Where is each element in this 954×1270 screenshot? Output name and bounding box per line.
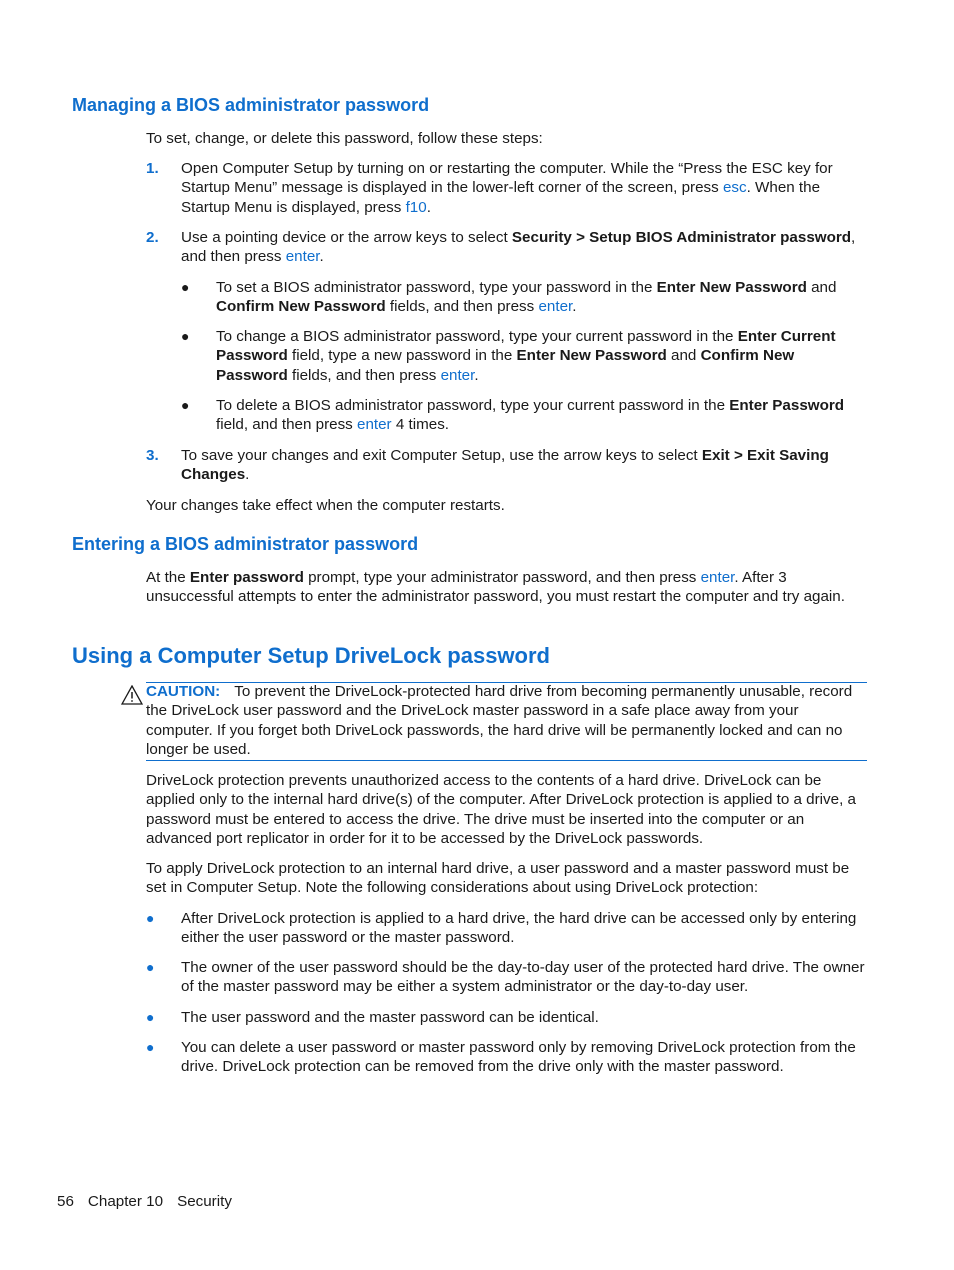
list-item: You can delete a user password or master password only by removing DriveLock protection from the drive. DriveLock protection can be removed from the drive only with the master password. xyxy=(181,1039,856,1076)
step-3-text: To save your changes and exit Computer Setup, use the arrow keys to select Exit > Exit Saving Changes. xyxy=(181,447,829,484)
key-enter: enter xyxy=(538,298,573,316)
bullet-dot: ● xyxy=(181,328,190,344)
bullet-dot: ● xyxy=(146,1039,155,1055)
key-enter: enter xyxy=(285,248,320,266)
section-heading-drivelock: Using a Computer Setup DriveLock password xyxy=(72,643,550,668)
step-1-text: Open Computer Setup by turning on or restarting the computer. While the “Press the ESC key for Startup Menu” message is displayed in the lower-left corner of the screen, press esc. When the Startup Menu is displayed, press f10. xyxy=(181,160,833,216)
step-number-1: 1. xyxy=(146,160,159,177)
page-footer xyxy=(57,1192,246,1211)
step-2-text: Use a pointing device or the arrow keys to select Security > Setup BIOS Administrator password, and then press enter. xyxy=(181,229,856,266)
caution-bottom-rule xyxy=(146,760,867,761)
section-heading-entering: Entering a BIOS administrator password xyxy=(72,534,419,554)
intro-text: To set, change, or delete this password, follow these steps: xyxy=(146,130,543,147)
caution-warning-icon xyxy=(121,685,143,705)
page-number: 56 xyxy=(57,1193,74,1210)
list-item: The owner of the user password should be the day-to-day user of the protected hard drive. The owner of the master password may be either a system administrator or the day-to-day user. xyxy=(181,959,865,996)
bullet-dot: ● xyxy=(146,959,155,975)
key-enter: enter xyxy=(357,416,392,434)
caution-text: To prevent the DriveLock-protected hard drive from becoming permanently unusable, record the DriveLock user password and the DriveLock master password in a safe place away from your computer. If you forget both DriveLock passwords, the hard drive will be permanently locked and can no longer be used. xyxy=(146,683,853,759)
bullet-dot: ● xyxy=(146,910,155,926)
drivelock-para-2: To apply DriveLock protection to an internal hard drive, a user password and a master password must be set in Computer Setup. Note the following considerations about using DriveLock protection: xyxy=(146,860,850,897)
list-item: The user password and the master password can be identical. xyxy=(181,1009,599,1026)
footer-chapter: Chapter 10 xyxy=(87,1193,164,1210)
key-enter: enter xyxy=(700,569,735,586)
drivelock-para-1: DriveLock protection prevents unauthorized access to the contents of a hard drive. DriveLock can be applied only to the internal hard drive(s) of the computer. After DriveLock protection is applied to a drive, a password must be entered to access the drive. The drive must be inserted into the computer or an advanced port replicator in order for it to be accessed by the DriveLock passwords. xyxy=(146,772,856,848)
caution-box xyxy=(146,682,868,760)
bullet-set-password: To set a BIOS administrator password, type your password in the Enter New Password and Confirm New Password fields, and then press enter. xyxy=(216,279,837,316)
footer-section: Security xyxy=(177,1193,232,1210)
bullet-dot: ● xyxy=(181,279,190,295)
caution-label: CAUTION: xyxy=(146,683,221,700)
key-enter: enter xyxy=(440,366,475,384)
bullet-dot: ● xyxy=(146,1009,155,1025)
key-esc: esc xyxy=(722,179,747,197)
bullet-delete-password: To delete a BIOS administrator password, type your current password in the Enter Password field, and then press enter 4 times. xyxy=(216,397,845,434)
list-item: After DriveLock protection is applied to a hard drive, the hard drive can be accessed only by entering either the user password or the master password. xyxy=(181,910,857,947)
bullet-change-password: To change a BIOS administrator password, type your current password in the Enter Current Password field, type a new password in the Enter New Password and Confirm New Password fields, and then press enter. xyxy=(216,328,836,384)
bullet-dot: ● xyxy=(181,397,190,413)
step-number-2: 2. xyxy=(146,229,159,246)
key-f10: f10 xyxy=(405,198,427,216)
step-number-3: 3. xyxy=(146,447,159,464)
section-heading-managing: Managing a BIOS administrator password xyxy=(72,95,430,115)
outro-text: Your changes take effect when the computer restarts. xyxy=(146,497,505,514)
entering-text: At the Enter password prompt, type your administrator password, and then press enter. After 3 unsuccessful attempts to enter the administrator password, you must restart the computer and try again. xyxy=(146,569,845,606)
